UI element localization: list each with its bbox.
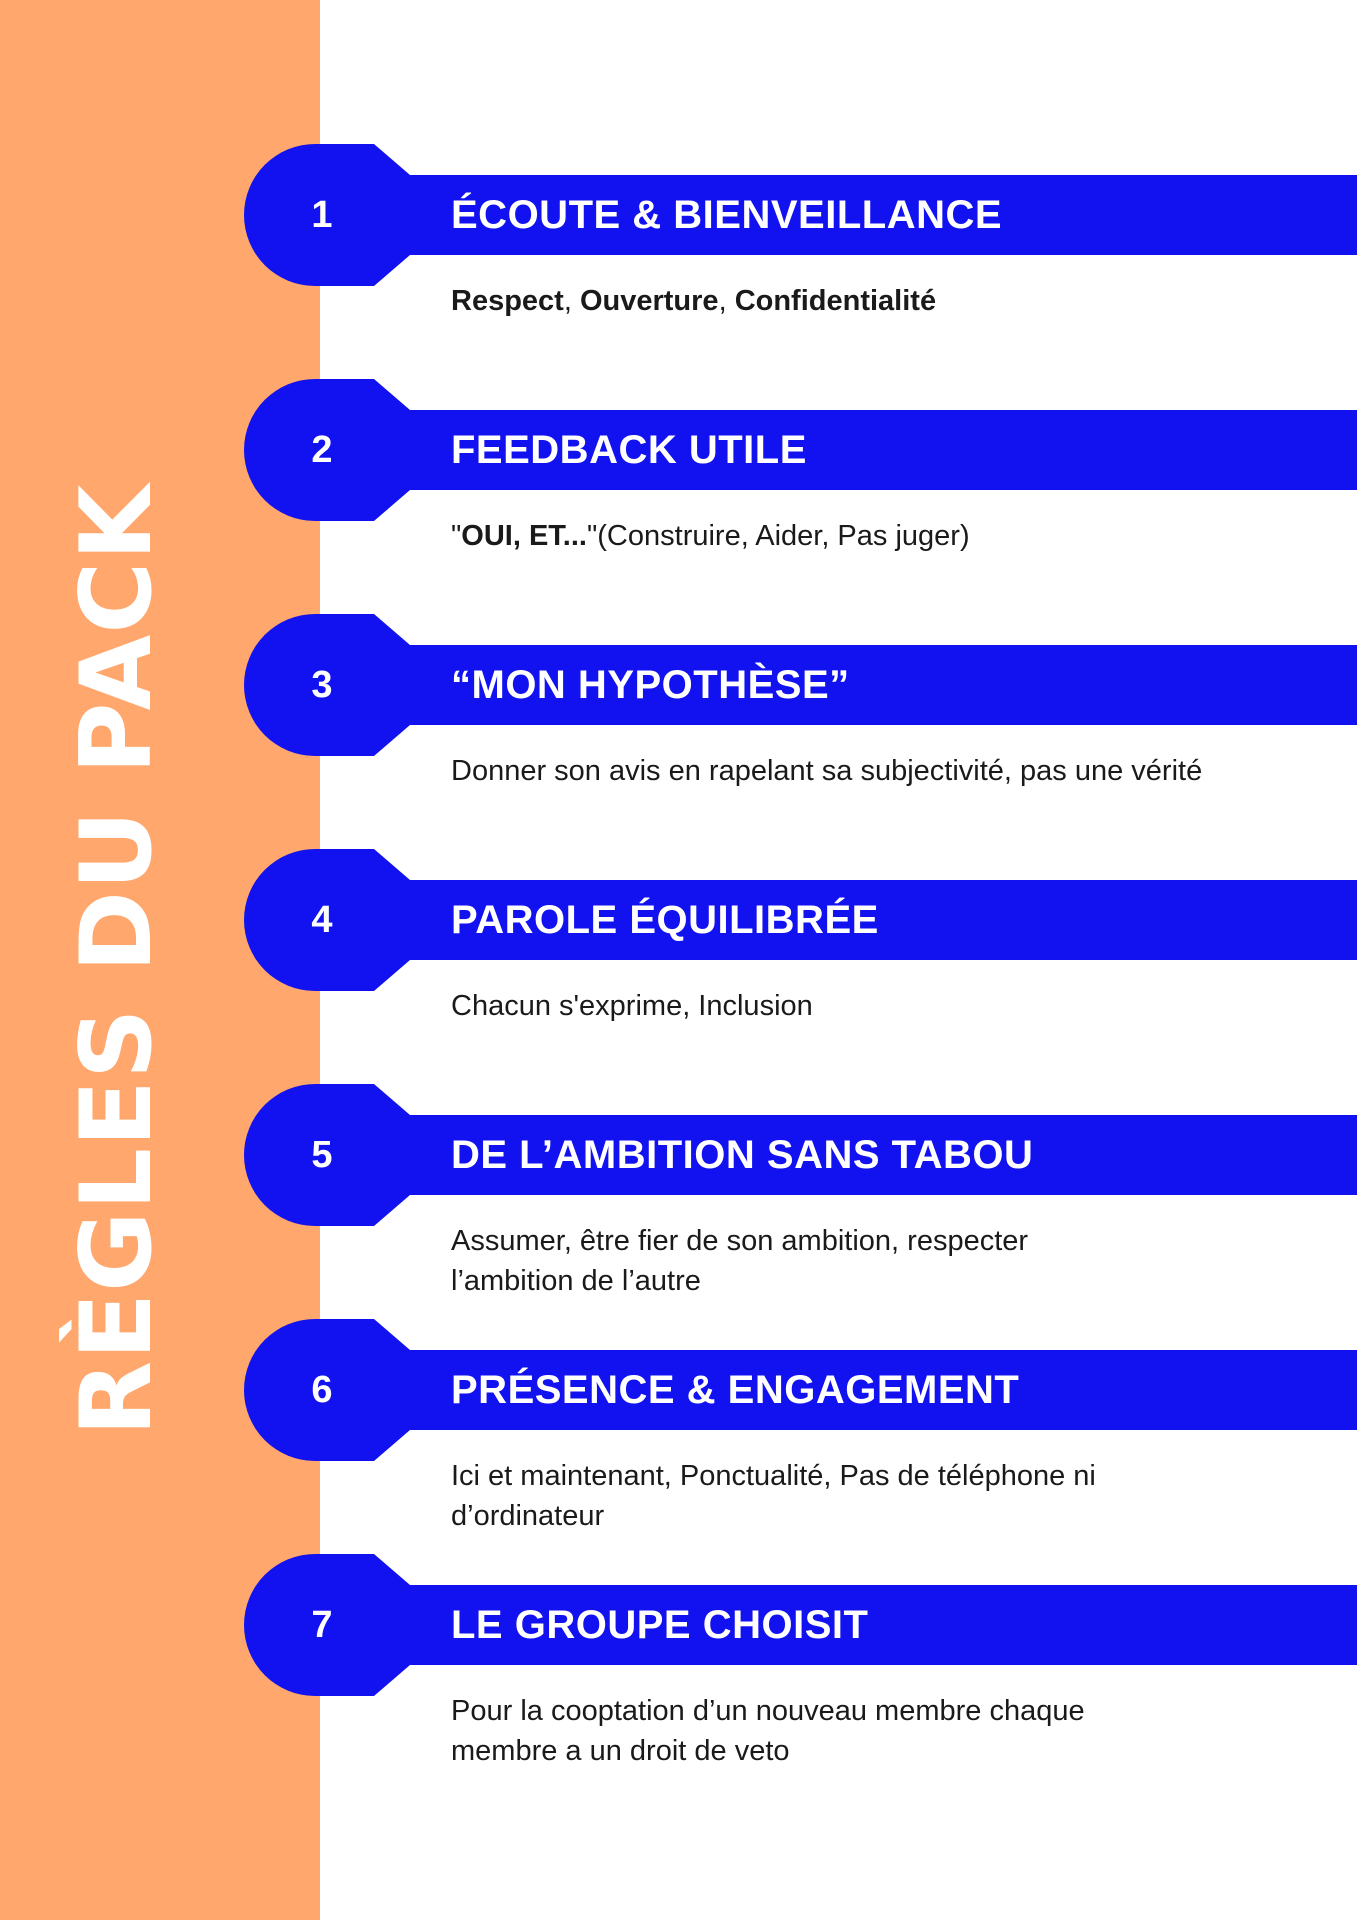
rule-6 xyxy=(0,1319,1357,1532)
rule-number: 1 xyxy=(311,194,333,236)
rule-3 xyxy=(0,614,1357,814)
rule-title: FEEDBACK UTILE xyxy=(451,428,807,472)
rule-title: PAROLE ÉQUILIBRÉE xyxy=(451,898,879,942)
rule-4 xyxy=(0,849,1357,1049)
rule-title: LE GROUPE CHOISIT xyxy=(451,1603,869,1647)
rule-number: 6 xyxy=(311,1369,333,1411)
rule-description: Ici et maintenant, Ponctualité, Pas de téléphone ni d’ordinateur xyxy=(451,1460,1096,1532)
page-title: RÈGLES DU PACK xyxy=(60,483,174,1437)
rule-number: 5 xyxy=(311,1134,333,1176)
rule-7 xyxy=(0,1554,1357,1767)
rule-description-rest: "(Construire, Aider, Pas juger) xyxy=(586,520,970,552)
rule-title: “MON HYPOTHÈSE” xyxy=(451,663,850,707)
rule-description xyxy=(451,281,1211,321)
rule-number: 7 xyxy=(311,1604,333,1646)
rule-number: 2 xyxy=(311,429,333,471)
rule-description xyxy=(451,516,1211,556)
rule-title: ÉCOUTE & BIENVEILLANCE xyxy=(451,193,1003,237)
rule-title: PRÉSENCE & ENGAGEMENT xyxy=(451,1368,1020,1412)
rule-number: 3 xyxy=(311,664,333,706)
rule-description-part: Respect xyxy=(451,285,564,317)
rule-description-separator: , xyxy=(563,285,580,317)
rule-description: Donner son avis en rapelant sa subjectivité, pas une vérité xyxy=(451,755,1203,787)
rule-title: DE L’AMBITION SANS TABOU xyxy=(451,1133,1034,1177)
rule-5 xyxy=(0,1084,1357,1297)
rule-description-part: Confidentialité xyxy=(734,285,937,317)
rule-description-part: Ouverture xyxy=(579,285,719,317)
rule-description-quote: " xyxy=(451,520,462,552)
rule-number: 4 xyxy=(311,899,333,941)
rule-description: Pour la cooptation d’un nouveau membre chaque membre a un droit de veto xyxy=(451,1695,1085,1767)
rule-1 xyxy=(0,144,1357,344)
rule-2 xyxy=(0,379,1357,579)
rule-description: Chacun s'exprime, Inclusion xyxy=(451,990,813,1022)
rule-description: Assumer, être fier de son ambition, respecter l’ambition de l’autre xyxy=(451,1225,1029,1297)
rule-description-separator: , xyxy=(718,285,735,317)
rule-description-strong: OUI, ET... xyxy=(461,520,587,552)
